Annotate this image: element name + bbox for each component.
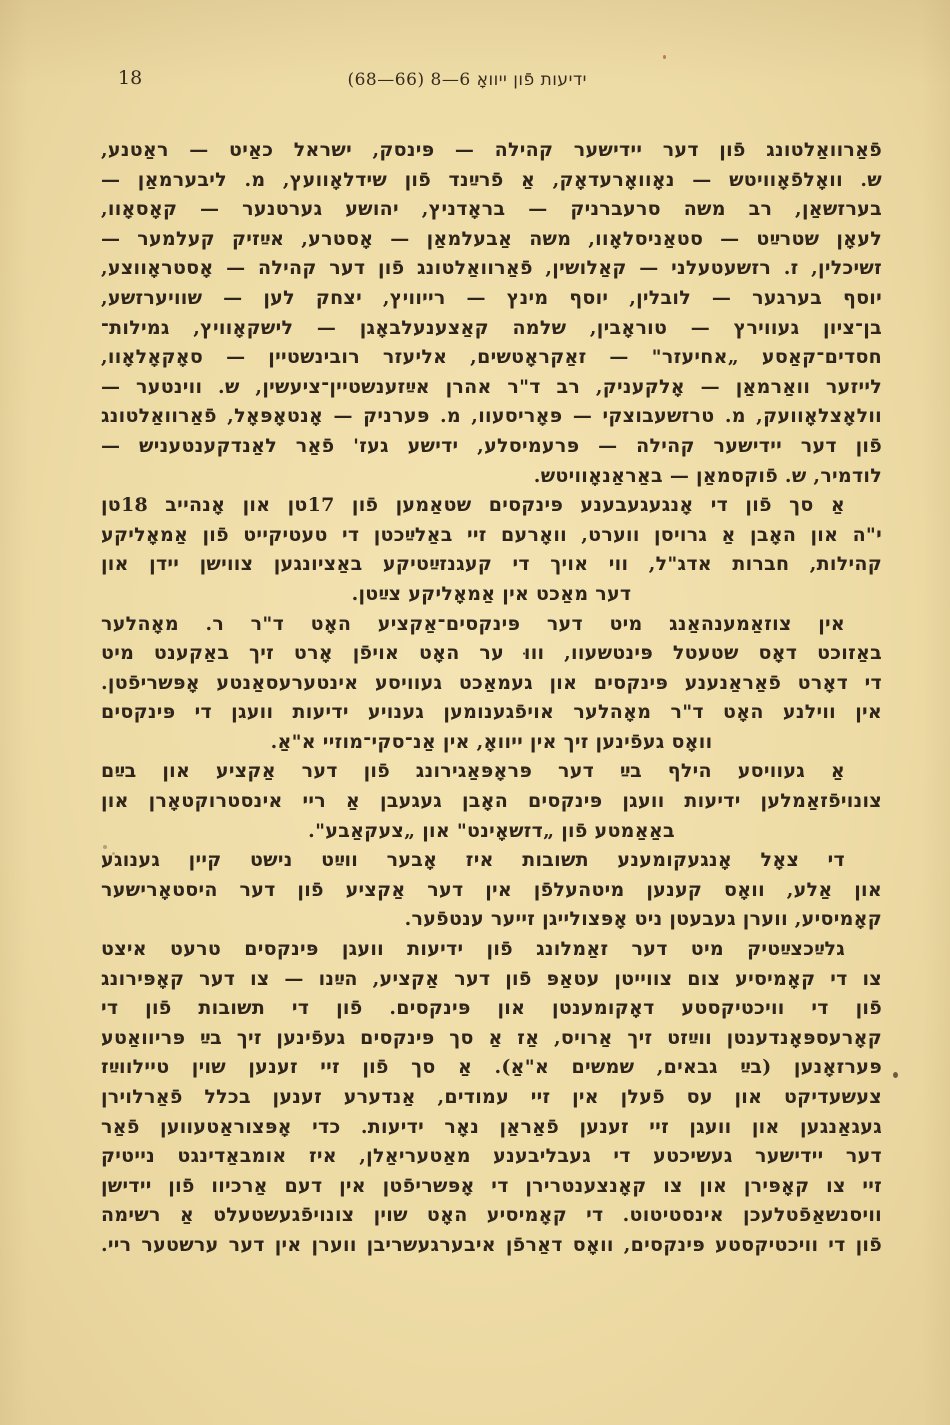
text-line: גלײַכצײַטיק מיט דער זאַמלונג פֿון ידיעות וועגן פּינקסים טרעט איצט <box>101 938 845 961</box>
text-line: די צאָל אָנגעקומענע תשובות איז אָבער ווײַט נישט קיין גענוגע <box>101 849 845 872</box>
text-line: זיי צו קאָפּירן און צו קאָנצענטרירן די אָפּשריפֿטן אין דעם אַרכיוו פֿון יידישן <box>101 1174 882 1197</box>
paragraph <box>101 491 882 609</box>
paper-speck <box>103 845 107 849</box>
text-line: בערזשאַן, רב משה סרעברניק — בראָדניץ, יהושע גערטנער — קאָסאָוו, <box>101 198 882 221</box>
text-line: וואָס געפֿינען זיך אין ייוואָ, אין אַנ־סקי־מוזיי א"אַ. <box>270 730 713 753</box>
text-line: אין ווילנע האָט ד"ר מאָהלער אויפֿגענומען גענויע ידיעות וועגן די פּינקסים <box>101 701 882 724</box>
text-line: אַ געוויסע הילף בײַ דער פּראָפּאַגירונג פֿון דער אַקציע און בײַם <box>101 760 845 783</box>
text-line: און אַלע, וואָס קענען מיטהעלפֿן אין דער אַקציע פֿון דער היסטאָרישער <box>101 878 882 901</box>
text-line: צעשעדיקט און עס פֿעלן אין זיי עמודים, אַנדערע זענען בכלל פֿאַרלוירן <box>101 1086 882 1108</box>
text-line: אין צוזאַמענהאַנג מיט דער פּינקסים־אַקציע האָט ד"ר ר. מאָהלער <box>101 612 845 635</box>
paper-speck <box>663 55 666 59</box>
text-line: י"ה און האָבן אַ גרויסן ווערט, וואָרעם זיי באַלײַכטן די טעטיקייט פֿון אַמאָליקע <box>101 523 882 546</box>
text-line: וולאָצלאָוועק, מ. טרזשעבוצקי — פּאָריסעוו, מ. פּערניק — אָנטאָפּאָל, פֿאַרוואַלטונג <box>101 405 882 428</box>
text-line: חסדים־קאַסע „אחיעזר" — זאַקראָטשים, אליעזר רובינשטיין — סאָקאָלאָוו, <box>101 346 882 369</box>
page-header <box>103 67 882 96</box>
journal-title: ידיעות פֿון ייוואָ 6—8 (66—68) <box>347 70 587 90</box>
paragraph <box>101 935 882 1261</box>
paragraph <box>101 846 882 935</box>
page-number: 18 <box>118 67 143 89</box>
paper-speck <box>112 852 115 855</box>
text-line: קהילות, חברות אדג"ל, ווי אויך די קעגנזײַטיקע באַציונגען צווישן יידן און <box>101 553 882 576</box>
text-line: באַזוכט דאָס שטעטל פּינטשעוו, וווּ ער האָט אויפֿן אָרט זיך באַקענט מיט <box>101 642 882 665</box>
text-line: וויסנשאַפֿטלעכן אינסטיטוט. די קאָמיסיע האָט שוין צונויפֿגעשטעלט אַ רשימה <box>101 1204 882 1227</box>
text-line: פֿאַרוואַלטונג פֿון דער יידישער קהילה — פּינסק, ישראל כאַיט — ראַטנע, <box>101 139 882 161</box>
text-line: פֿון די וויכטיקסטע דאָקומענטן און פּינקסים. פֿון די תשובות פֿון די <box>101 997 882 1020</box>
text-line: אַ סך פֿון די אָנגעגעבענע פּינקסים שטאַמען פֿון 17טן און אָנהייב 18טן <box>101 494 845 517</box>
text-line: פּערזאָנען (בײַ גבאים, שמשים א"אַ). אַ סך פֿון זיי זענען שוין טיילווײַז <box>101 1056 882 1079</box>
text-line: די דאָרט פֿאַראַנענע פּינקסים און געמאַכט געוויסע אינטערעסאַנטע אָפּשריפֿטן. <box>101 671 882 694</box>
text-line: לודמיר, ש. פֿוקסמאַן — באַראַנאָוויטש. <box>533 464 882 487</box>
text-line: דער יידישער געשיכטע די געבליבענע מאַטעריאַלן, איז אומבאַדינגט נייטיק <box>101 1145 882 1168</box>
paragraph <box>101 610 882 758</box>
text-line: געגאַנגען און וועגן זיי זענען פֿאַראַן נאָר ידיעות. כדי אָפּצוראַטעווען פֿאַר <box>101 1115 883 1138</box>
paragraph <box>101 757 882 846</box>
text-line: יוסף בערגער — לובלין, יוסף מינץ — רייוויץ, יצחק לען — שוויערזשע, <box>101 286 882 309</box>
text-line: זשיכלין, ז. רזשעטעלני — קאַלושין, פֿאַרוואַלטונג פֿון דער קהילה — אָסטראָווצע, <box>101 257 882 280</box>
text-line: לייזער וואַרמאַן — אָלקעניק, רב ד"ר אהרן אײַזענשטיין־ציעשין, ש. ווינטער — <box>101 375 882 398</box>
paper-speck <box>893 1072 898 1078</box>
text-line: דער מאַכט אין אַמאָליקע צײַטן. <box>351 582 632 605</box>
text-line: פֿון די וויכטיקסטע פּינקסים, וואָס דאַרפֿן איבערגעשריבן ווערן אין דער ערשטער ריי. <box>101 1233 882 1256</box>
body-text <box>101 136 882 1261</box>
text-line: באַאַמטע פֿון „דזשאָינט" און „צעקאַבע". <box>308 819 675 842</box>
text-line: לעאָן שטרײַט — סטאַניסלאָוו, משה אַבעלמאַן — אָסטרע, אײַזיק קעלמער — <box>101 227 882 250</box>
text-line: צו די קאָמיסיע צום צווייטן עטאַפּ פֿון דער אַקציע, הײַנו — צו דער קאָפּירונג <box>101 967 882 990</box>
text-line: ש. וואָלפֿאָוויטש — נאָוואָרעדאָק, אַ פֿרײַנד פֿון שידלאָוועץ, מ. ליבערמאַן — <box>101 168 882 191</box>
text-line: צונויפֿזאַמלען ידיעות וועגן פּינקסים האָבן געגעבן אַ ריי אינסטרוקטאָרן און <box>101 790 882 813</box>
text-line: פֿון דער יידישער קהילה — פּרעמיסלע, ידישע געז' פֿאַר לאַנדקענטעניש — <box>101 434 882 457</box>
text-line: קאָרעספּאָנדענטן ווײַזט זיך אַרויס, אַז אַ סך פּינקסים געפֿינען זיך בײַ פּריוואַטע <box>101 1026 882 1049</box>
text-line: בן־ציון געווירץ — טוראָבין, שלמה קאַצענעלבאָגן — לישקאָוויץ, גמילות־ <box>101 316 882 339</box>
text-line: קאָמיסיע, ווערן געבעטן ניט אָפּצולייגן זייער ענטפֿער. <box>404 908 882 931</box>
paragraph <box>101 136 882 491</box>
